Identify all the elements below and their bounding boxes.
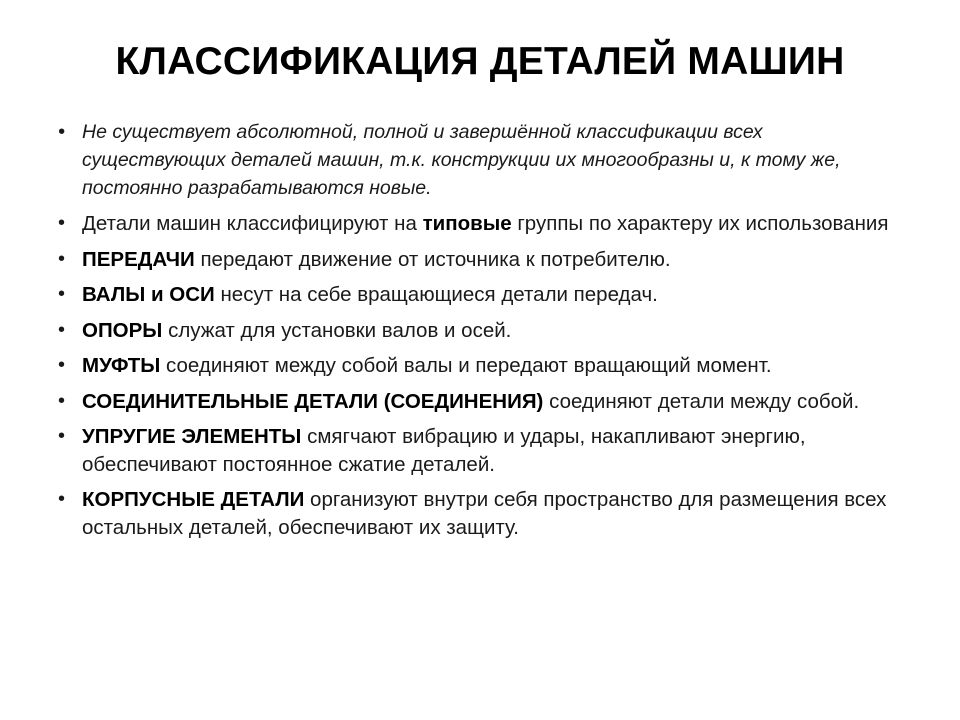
bullet-text-after: смягчают вибрацию и удары, накапливают энергию, обеспечивают постоянное сжатие деталей. [82, 425, 806, 476]
bullet-item-couplings [58, 352, 918, 380]
bullet-list [58, 118, 918, 549]
bullet-term: МУФТЫ [82, 354, 161, 377]
bullet-term: ВАЛЫ и ОСИ [82, 283, 215, 306]
bullet-term: УПРУГИЕ ЭЛЕМЕНТЫ [82, 425, 302, 448]
bullet-text-after: организуют внутри себя пространство для размещения всех остальных деталей, обеспечивают их защиту. [82, 488, 887, 539]
bullet-item-elastic-elements [58, 423, 918, 478]
bullet-term: СОЕДИНИТЕЛЬНЫЕ ДЕТАЛИ (СОЕДИНЕНИЯ) [82, 389, 544, 413]
bullet-term: типовые [422, 212, 512, 235]
bullet-item-transmissions [58, 246, 918, 274]
bullet-item-intro [58, 118, 918, 202]
bullet-text-after: служат для установки валов и осей. [162, 318, 512, 342]
bullet-item-typical-groups [58, 210, 918, 238]
bullet-term: КОРПУСНЫЕ ДЕТАЛИ [82, 488, 305, 511]
bullet-text-after: несут на себе вращающиеся детали передач. [214, 283, 658, 306]
bullet-text-after: соединяют между собой валы и передают вращающий момент. [160, 354, 772, 377]
bullet-text: Не существует абсолютной, полной и завершённой классификации всех существующих деталей машин, т.к. конструкции их многообразны и, к тому же, постоянно разрабатываются новые. [82, 121, 841, 199]
bullet-item-housing-parts [58, 486, 918, 541]
bullet-text-before: Детали машин классифицируют на [82, 212, 423, 235]
bullet-item-supports [58, 317, 918, 345]
bullet-text-after: группы по характеру их использования [511, 212, 889, 235]
slide-title: КЛАССИФИКАЦИЯ ДЕТАЛЕЙ МАШИН [115, 40, 845, 83]
bullet-term: ПЕРЕДАЧИ [82, 247, 195, 271]
bullet-term: ОПОРЫ [82, 318, 163, 342]
bullet-item-shafts-axles [58, 281, 918, 309]
bullet-text-after: соединяют детали между собой. [543, 389, 860, 413]
bullet-item-connections [58, 388, 918, 416]
bullet-text-after: передают движение от источника к потребителю. [194, 247, 671, 271]
